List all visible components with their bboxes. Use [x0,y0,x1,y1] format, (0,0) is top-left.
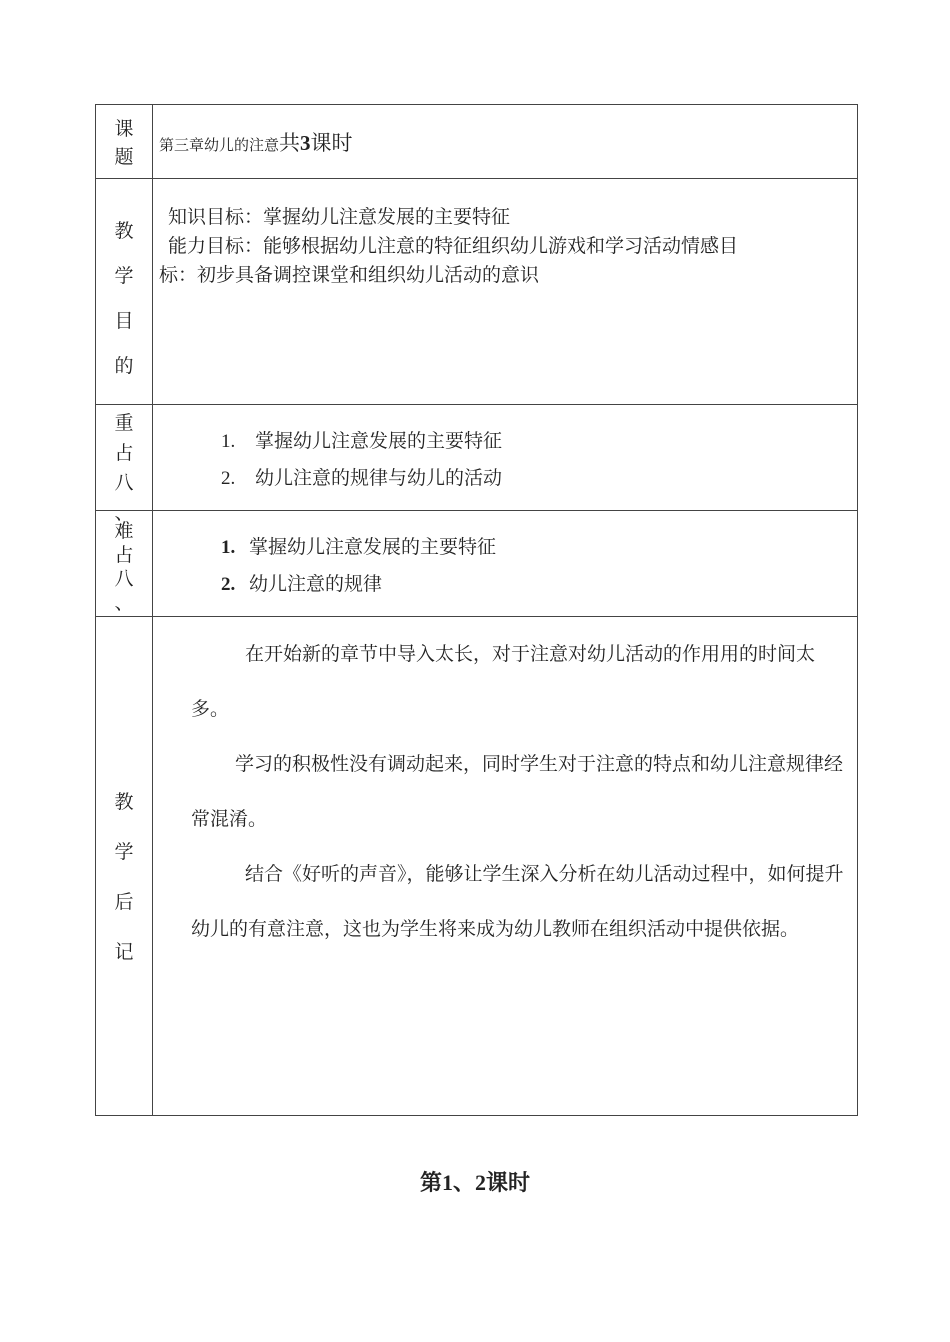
knowledge-goal: 知识目标：掌握幼儿注意发展的主要特征 [168,206,511,228]
reflection-label-char: 记 [114,941,134,963]
reflection-label-char: 后 [114,891,134,913]
item-text: 掌握幼儿注意发展的主要特征 [249,536,497,558]
key-label-char: 、 [114,502,134,524]
difficult-label-char: 八 [114,568,134,590]
reflection-content-cell [153,617,858,1116]
difficult-label-char: 占 [114,544,134,566]
key-points-content-cell [153,405,858,511]
ability-goal: 能力目标：能够根据幼儿注意的特征组织幼儿游戏和学习活动情感目 [168,235,739,257]
list-item [221,529,857,566]
item-number: 2. [221,468,236,489]
key-label-char: 重 [114,412,134,434]
topic-label-char: 课 [114,118,134,140]
teaching-reflection-row [96,617,858,1116]
reflection-paragraph: 学习的积极性没有调动起来，同时学生对于注意的特点和幼儿注意规律经常混淆。 [191,753,844,830]
goals-label-char: 目 [114,310,134,332]
topic-label-cell [96,105,153,179]
topic-content-cell [153,105,858,179]
list-item [221,566,857,603]
item-text: 幼儿注意的规律 [249,573,383,595]
difficult-points-label-cell [96,511,153,617]
item-text: 幼儿注意的规律与幼儿的活动 [255,467,503,489]
key-points-label-cell [96,405,153,524]
list-item [221,460,857,497]
key-label-char: 八 [114,472,134,494]
difficult-points-row [96,511,858,617]
reflection-label-cell [96,617,153,1116]
goals-label-char: 的 [114,355,134,377]
item-number: 1. [221,431,236,452]
difficult-label-char: 、 [114,592,134,614]
reflection-paragraph: 在开始新的章节中导入太长，对于注意对幼儿活动的作用用的时间太多。 [191,643,816,720]
key-points-row [96,405,858,511]
attitude-goal: 标：初步具备调控课堂和组织幼儿活动的意识 [159,264,540,286]
hours-prefix: 共 [279,131,301,155]
goals-label-char: 教 [114,220,134,242]
topic-label-char: 题 [114,146,134,168]
lesson-plan-table [95,104,858,1116]
goals-label-cell [96,179,153,405]
list-item [221,423,857,460]
hours-suffix: 课时 [310,131,353,155]
goals-content-cell [153,179,858,405]
hours-number: 3 [300,131,311,155]
reflection-paragraph: 结合《好听的声音》，能够让学生深入分析在幼儿活动过程中，如何提升幼儿的有意注意，这也为学生将来成为幼儿教师在组织活动中提供依据。 [191,863,844,940]
goals-label-char: 学 [114,265,134,287]
topic-row [96,105,858,179]
difficult-label-char: 难 [114,520,134,542]
key-label-char: 占 [114,442,134,464]
section-heading: 第1、2课时 [419,1170,530,1195]
item-number: 1. [221,537,236,558]
chapter-title: 第三章幼儿的注意 [159,136,280,154]
item-number: 2. [221,574,236,595]
teaching-goals-row [96,179,858,405]
difficult-points-content-cell [153,511,858,617]
reflection-label-char: 学 [114,841,134,863]
reflection-label-char: 教 [114,791,134,813]
item-text: 掌握幼儿注意发展的主要特征 [255,430,503,452]
